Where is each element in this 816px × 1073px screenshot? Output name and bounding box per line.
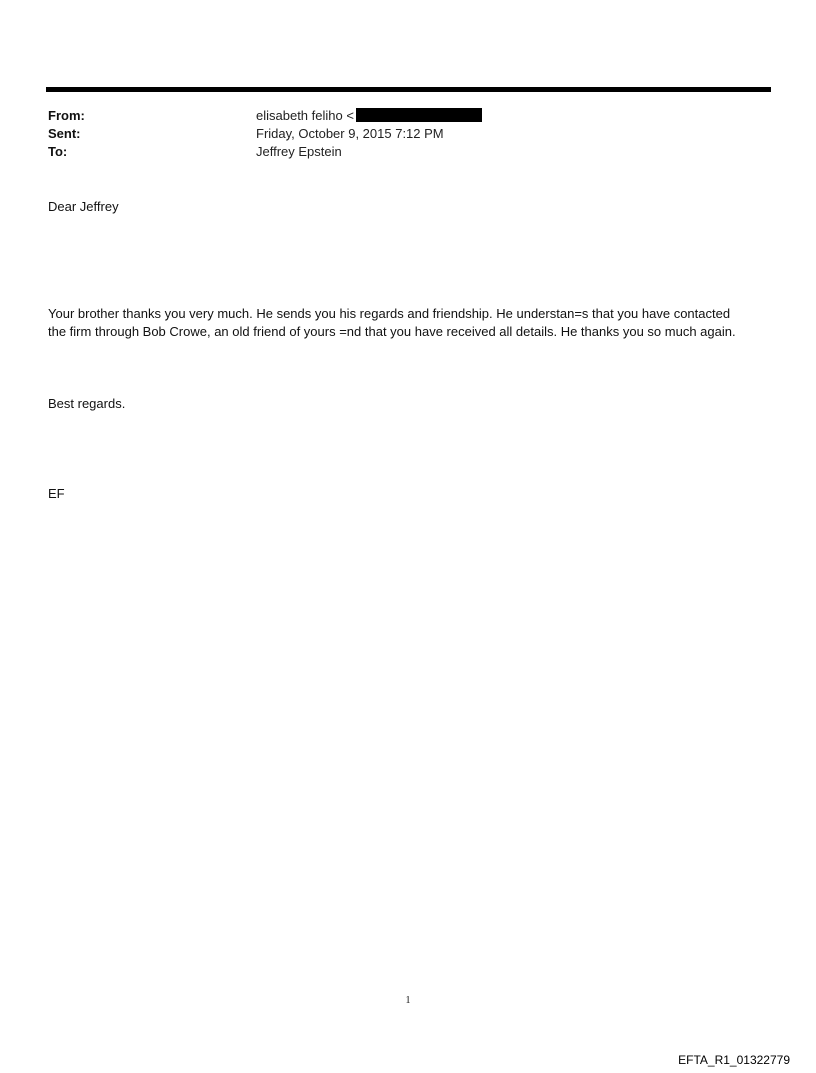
header-divider-rule <box>46 87 771 92</box>
from-row <box>48 107 748 125</box>
email-body-line-2: the firm through Bob Crowe, an old friend of yours =nd that you have received all details. He thanks you so much again. <box>48 324 736 339</box>
email-body-line-1: Your brother thanks you very much. He sends you his regards and friendship. He understan=s that you have contacted <box>48 306 731 321</box>
document-id: EFTA_R1_01322779 <box>678 1053 790 1067</box>
to-value: Jeffrey Epstein <box>256 144 342 159</box>
sent-row <box>48 125 748 143</box>
redaction-box <box>356 108 482 122</box>
email-signature: EF <box>48 486 65 501</box>
from-label: From: <box>48 108 85 123</box>
to-label: To: <box>48 144 68 159</box>
page-number: 1 <box>405 995 411 1006</box>
email-closing: Best regards. <box>48 396 126 411</box>
sent-label: Sent: <box>48 126 81 141</box>
sender-name: elisabeth feliho < <box>256 108 354 123</box>
from-value <box>256 107 482 125</box>
sent-value: Friday, October 9, 2015 7:12 PM <box>256 126 444 141</box>
email-greeting: Dear Jeffrey <box>48 199 119 214</box>
to-row <box>48 143 748 161</box>
email-header <box>48 107 748 161</box>
